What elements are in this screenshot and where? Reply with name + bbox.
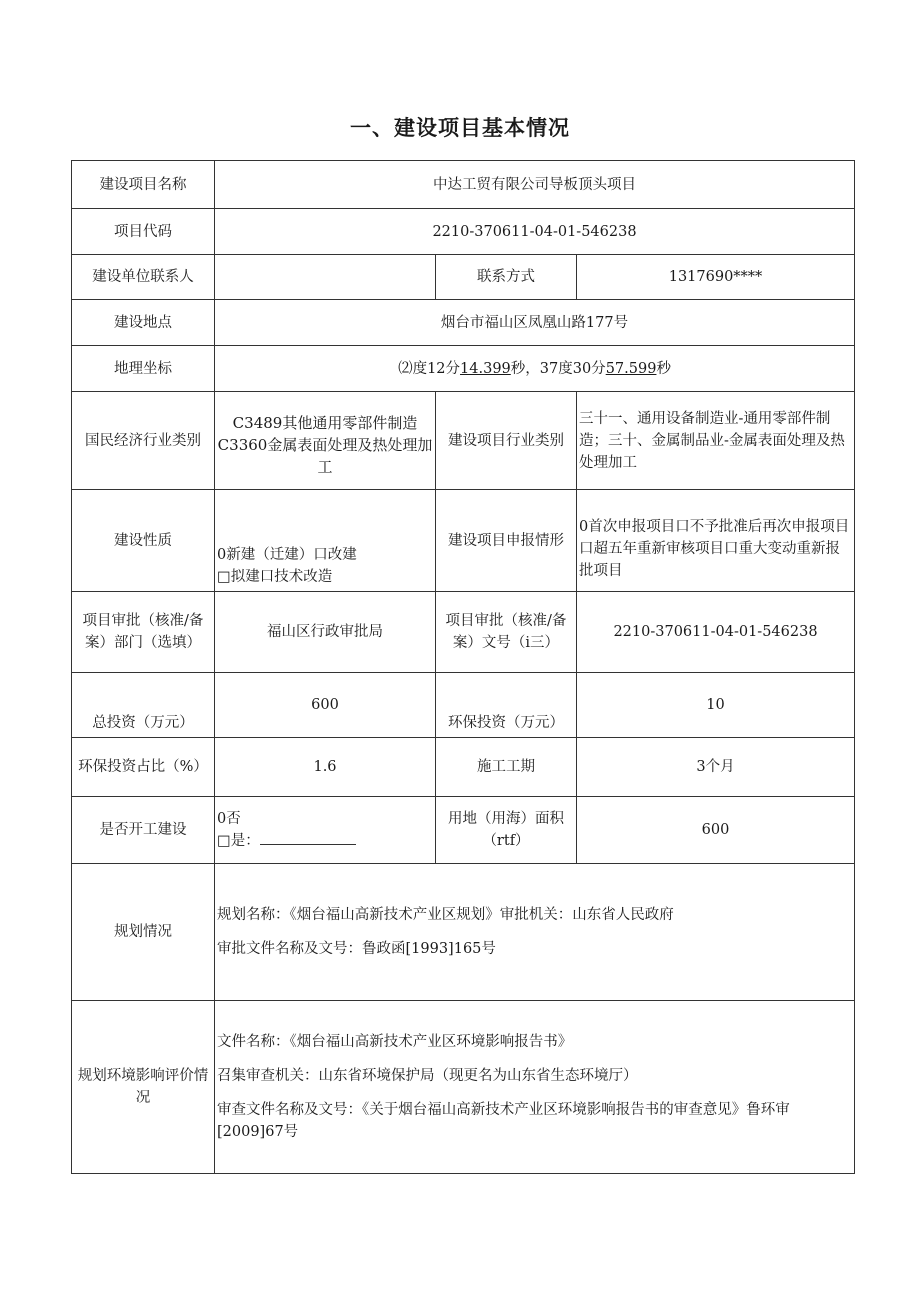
label-location: 建设地点 bbox=[72, 300, 215, 346]
row-started bbox=[72, 797, 855, 864]
eia-line-2: 召集审查机关：山东省环境保护局（现更名为山东省生态环境厅） bbox=[217, 1068, 638, 1084]
started-line-1: 0否 bbox=[217, 811, 241, 827]
value-env-ratio: 1.6 bbox=[215, 738, 436, 797]
row-approval bbox=[72, 592, 855, 673]
label-approval-dept: 项目审批（核准/备案）部门（选填） bbox=[72, 592, 215, 673]
started-yes-label: □是： bbox=[217, 833, 260, 849]
row-industry bbox=[72, 392, 855, 490]
value-env-investment: 10 bbox=[577, 673, 855, 738]
coord-mid: 秒，37度30分 bbox=[510, 360, 606, 377]
planning-line-1: 规划名称：《烟台福山高新技术产业区规划》审批机关：山东省人民政府 bbox=[217, 907, 674, 923]
started-blank-line bbox=[260, 830, 356, 845]
value-project-name: 中达工贸有限公司导板顶头项目 bbox=[215, 161, 855, 209]
value-project-industry: 三十一、通用设备制造业-通用零部件制造；三十、金属制品业-金属表面处理及热处理加工 bbox=[577, 392, 855, 490]
value-land-area: 600 bbox=[577, 797, 855, 864]
row-coordinates bbox=[72, 346, 855, 392]
value-coordinates bbox=[215, 346, 855, 392]
label-env-investment: 环保投资（万元） bbox=[436, 673, 577, 738]
value-eia bbox=[215, 1001, 855, 1174]
label-project-name: 建设项目名称 bbox=[72, 161, 215, 209]
value-started bbox=[215, 797, 436, 864]
value-declaration-status: 0首次申报项目口不予批准后再次申报项目口超五年重新审核项目口重大变动重新报批项目 bbox=[577, 490, 855, 592]
row-nature bbox=[72, 490, 855, 592]
value-planning bbox=[215, 864, 855, 1001]
value-approval-number: 2210-370611-04-01-546238 bbox=[577, 592, 855, 673]
page-title: 一、建设项目基本情况 bbox=[350, 116, 570, 140]
value-location: 烟台市福山区凤凰山路177号 bbox=[215, 300, 855, 346]
value-approval-dept: 福山区行政审批局 bbox=[215, 592, 436, 673]
value-total-investment: 600 bbox=[215, 673, 436, 738]
eia-line-3: 审查文件名称及文号：《关于烟台福山高新技术产业区环境影响报告书的审查意见》鲁环审[2009]67号 bbox=[217, 1102, 790, 1140]
value-contact-method: 1317690**** bbox=[577, 255, 855, 300]
coord-prefix: ⑵度12分 bbox=[398, 360, 461, 377]
row-eia bbox=[72, 1001, 855, 1174]
label-project-industry: 建设项目行业类别 bbox=[436, 392, 577, 490]
nature-line-2: □拟建口技术改造 bbox=[217, 569, 333, 585]
project-info-table bbox=[71, 160, 855, 1174]
label-construction-period: 施工工期 bbox=[436, 738, 577, 797]
value-construction-nature bbox=[215, 490, 436, 592]
label-declaration-status: 建设项目申报情形 bbox=[436, 490, 577, 592]
coord-lat-seconds: 57.599 bbox=[605, 360, 657, 377]
row-planning bbox=[72, 864, 855, 1001]
label-total-investment: 总投资（万元） bbox=[72, 673, 215, 738]
label-construction-nature: 建设性质 bbox=[72, 490, 215, 592]
label-env-ratio: 环保投资占比（%） bbox=[72, 738, 215, 797]
row-location bbox=[72, 300, 855, 346]
value-project-code: 2210-370611-04-01-546238 bbox=[215, 209, 855, 255]
value-national-industry: C3489其他通用零部件制造C3360金属表面处理及热处理加工 bbox=[215, 392, 436, 490]
planning-line-2: 审批文件名称及文号：鲁政函[1993]165号 bbox=[217, 941, 496, 957]
value-construction-period: 3个月 bbox=[577, 738, 855, 797]
label-land-area: 用地（用海）面积（rtf） bbox=[436, 797, 577, 864]
label-planning: 规划情况 bbox=[72, 864, 215, 1001]
label-contact-method: 联系方式 bbox=[436, 255, 577, 300]
row-contact bbox=[72, 255, 855, 300]
label-eia: 规划环境影响评价情况 bbox=[72, 1001, 215, 1174]
started-line-2 bbox=[217, 830, 433, 852]
label-approval-number: 项目审批（核准/备案）文号（i三） bbox=[436, 592, 577, 673]
coord-lon-seconds: 14.399 bbox=[460, 360, 511, 377]
row-ratio bbox=[72, 738, 855, 797]
nature-line-1: 0新建（迁建）口改建 bbox=[217, 547, 357, 563]
row-investment bbox=[72, 673, 855, 738]
label-national-industry: 国民经济行业类别 bbox=[72, 392, 215, 490]
eia-line-1: 文件名称：《烟台福山高新技术产业区环境影响报告书》 bbox=[217, 1034, 573, 1050]
value-contact-person bbox=[215, 255, 436, 300]
label-started: 是否开工建设 bbox=[72, 797, 215, 864]
label-contact-person: 建设单位联系人 bbox=[72, 255, 215, 300]
coord-suffix: 秒 bbox=[656, 360, 671, 377]
label-coordinates: 地理坐标 bbox=[72, 346, 215, 392]
row-project-name bbox=[72, 161, 855, 209]
label-project-code: 项目代码 bbox=[72, 209, 215, 255]
row-project-code bbox=[72, 209, 855, 255]
